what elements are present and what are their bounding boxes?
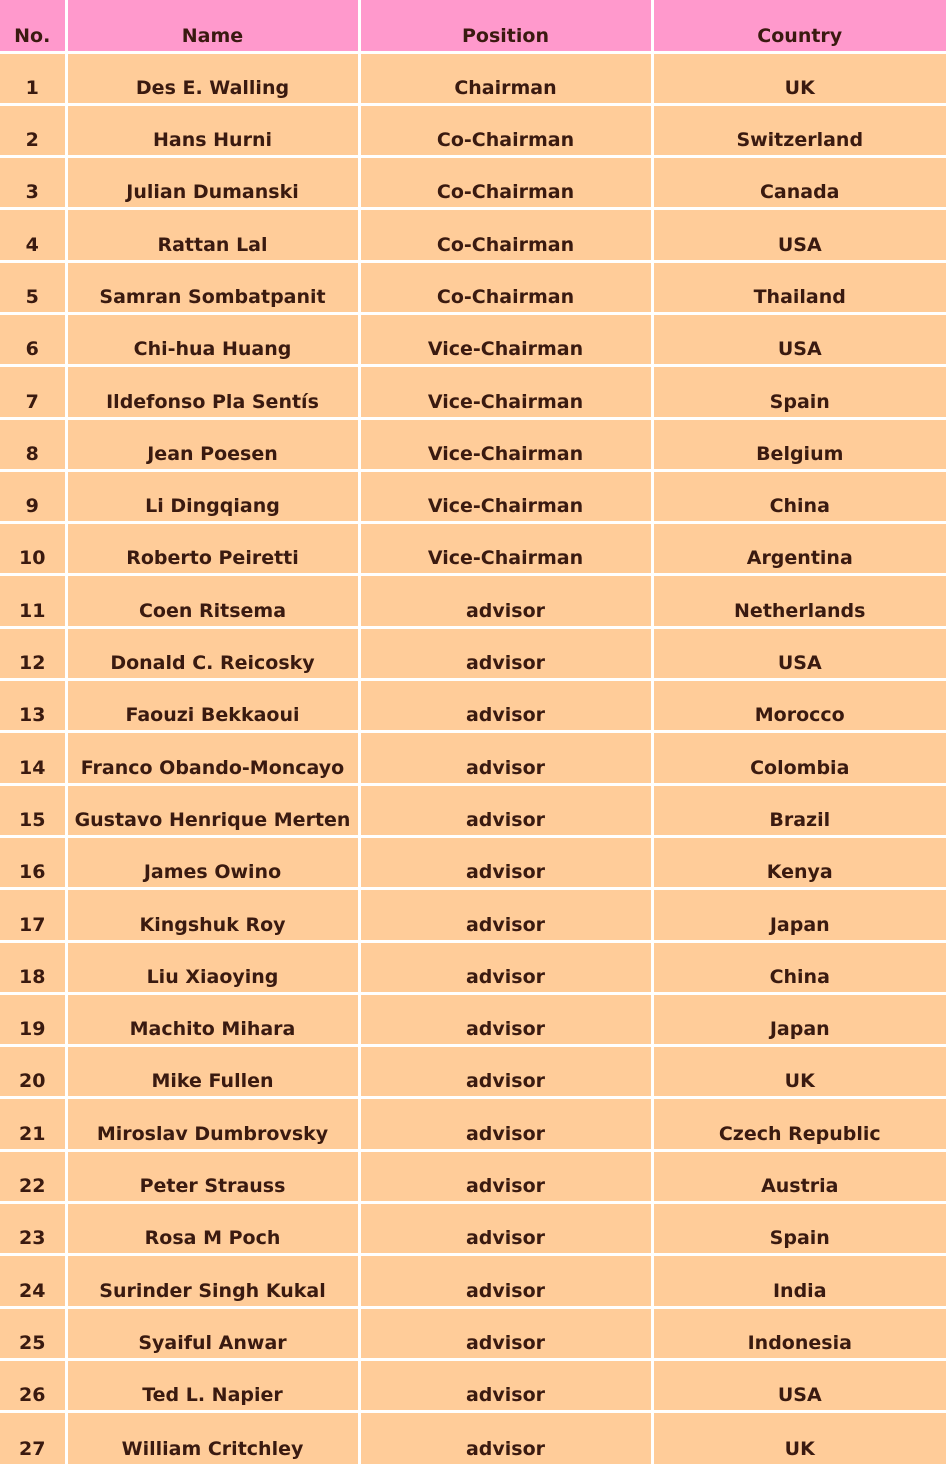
cell-position: Vice-Chairman bbox=[359, 313, 652, 365]
cell-country: Thailand bbox=[652, 261, 946, 313]
cell-name: Ildefonso Pla Sentís bbox=[66, 366, 359, 418]
cell-position: advisor bbox=[359, 836, 652, 888]
cell-position: Co-Chairman bbox=[359, 104, 652, 156]
cell-country: Belgium bbox=[652, 418, 946, 470]
table-row bbox=[0, 993, 946, 1045]
cell-name: Coen Ritsema bbox=[66, 575, 359, 627]
cell-no: 5 bbox=[0, 261, 66, 313]
cell-no: 13 bbox=[0, 680, 66, 732]
cell-position: Vice-Chairman bbox=[359, 523, 652, 575]
cell-name: Ted L. Napier bbox=[66, 1359, 359, 1411]
cell-country: Spain bbox=[652, 1203, 946, 1255]
table-row bbox=[0, 209, 946, 261]
cell-country: Colombia bbox=[652, 732, 946, 784]
cell-no: 27 bbox=[0, 1412, 66, 1464]
cell-country: China bbox=[652, 470, 946, 522]
cell-no: 22 bbox=[0, 1150, 66, 1202]
cell-position: advisor bbox=[359, 889, 652, 941]
table-row bbox=[0, 157, 946, 209]
cell-country: Spain bbox=[652, 366, 946, 418]
table-row bbox=[0, 366, 946, 418]
table-row bbox=[0, 104, 946, 156]
cell-country: Austria bbox=[652, 1150, 946, 1202]
cell-name: Donald C. Reicosky bbox=[66, 627, 359, 679]
table-header bbox=[0, 0, 946, 52]
cell-country: Argentina bbox=[652, 523, 946, 575]
cell-country: USA bbox=[652, 313, 946, 365]
table-row bbox=[0, 418, 946, 470]
table-row bbox=[0, 1203, 946, 1255]
cell-country: USA bbox=[652, 1359, 946, 1411]
cell-position: Vice-Chairman bbox=[359, 470, 652, 522]
table-row bbox=[0, 889, 946, 941]
table-row bbox=[0, 52, 946, 104]
table-row bbox=[0, 836, 946, 888]
cell-country: Switzerland bbox=[652, 104, 946, 156]
cell-name: Faouzi Bekkaoui bbox=[66, 680, 359, 732]
cell-no: 24 bbox=[0, 1255, 66, 1307]
cell-no: 2 bbox=[0, 104, 66, 156]
cell-name: Julian Dumanski bbox=[66, 157, 359, 209]
cell-country: Japan bbox=[652, 993, 946, 1045]
table-row bbox=[0, 680, 946, 732]
cell-position: advisor bbox=[359, 941, 652, 993]
cell-position: advisor bbox=[359, 1046, 652, 1098]
cell-name: James Owino bbox=[66, 836, 359, 888]
table-row bbox=[0, 1307, 946, 1359]
cell-country: UK bbox=[652, 1412, 946, 1464]
cell-no: 1 bbox=[0, 52, 66, 104]
cell-position: advisor bbox=[359, 1255, 652, 1307]
cell-position: advisor bbox=[359, 1150, 652, 1202]
cell-position: advisor bbox=[359, 993, 652, 1045]
cell-no: 7 bbox=[0, 366, 66, 418]
table-row bbox=[0, 732, 946, 784]
cell-country: UK bbox=[652, 52, 946, 104]
cell-no: 9 bbox=[0, 470, 66, 522]
cell-no: 11 bbox=[0, 575, 66, 627]
cell-no: 12 bbox=[0, 627, 66, 679]
cell-position: Vice-Chairman bbox=[359, 366, 652, 418]
cell-no: 23 bbox=[0, 1203, 66, 1255]
cell-position: advisor bbox=[359, 680, 652, 732]
cell-name: Hans Hurni bbox=[66, 104, 359, 156]
cell-no: 16 bbox=[0, 836, 66, 888]
cell-country: Kenya bbox=[652, 836, 946, 888]
cell-no: 14 bbox=[0, 732, 66, 784]
cell-country: Czech Republic bbox=[652, 1098, 946, 1150]
header-position: Position bbox=[359, 0, 652, 52]
cell-country: Japan bbox=[652, 889, 946, 941]
table-row bbox=[0, 1046, 946, 1098]
cell-position: Co-Chairman bbox=[359, 261, 652, 313]
cell-name: Chi-hua Huang bbox=[66, 313, 359, 365]
cell-name: Miroslav Dumbrovsky bbox=[66, 1098, 359, 1150]
table-row bbox=[0, 1098, 946, 1150]
cell-no: 6 bbox=[0, 313, 66, 365]
cell-no: 15 bbox=[0, 784, 66, 836]
cell-name: Samran Sombatpanit bbox=[66, 261, 359, 313]
header-no: No. bbox=[0, 0, 66, 52]
cell-name: Syaiful Anwar bbox=[66, 1307, 359, 1359]
cell-no: 4 bbox=[0, 209, 66, 261]
header-name: Name bbox=[66, 0, 359, 52]
cell-name: Machito Mihara bbox=[66, 993, 359, 1045]
cell-no: 25 bbox=[0, 1307, 66, 1359]
cell-no: 8 bbox=[0, 418, 66, 470]
table-body bbox=[0, 52, 946, 1464]
cell-name: Liu Xiaoying bbox=[66, 941, 359, 993]
cell-name: Rosa M Poch bbox=[66, 1203, 359, 1255]
cell-position: Co-Chairman bbox=[359, 157, 652, 209]
cell-position: advisor bbox=[359, 1412, 652, 1464]
table-row bbox=[0, 1255, 946, 1307]
cell-no: 19 bbox=[0, 993, 66, 1045]
cell-no: 10 bbox=[0, 523, 66, 575]
cell-position: advisor bbox=[359, 1307, 652, 1359]
cell-no: 21 bbox=[0, 1098, 66, 1150]
cell-position: Co-Chairman bbox=[359, 209, 652, 261]
cell-position: advisor bbox=[359, 1203, 652, 1255]
cell-country: Brazil bbox=[652, 784, 946, 836]
cell-name: Surinder Singh Kukal bbox=[66, 1255, 359, 1307]
cell-name: Roberto Peiretti bbox=[66, 523, 359, 575]
cell-position: advisor bbox=[359, 1098, 652, 1150]
cell-name: Gustavo Henrique Merten bbox=[66, 784, 359, 836]
cell-position: Vice-Chairman bbox=[359, 418, 652, 470]
cell-position: advisor bbox=[359, 627, 652, 679]
cell-position: advisor bbox=[359, 575, 652, 627]
table-row bbox=[0, 941, 946, 993]
cell-country: Canada bbox=[652, 157, 946, 209]
table-row bbox=[0, 470, 946, 522]
cell-position: Chairman bbox=[359, 52, 652, 104]
table-row bbox=[0, 784, 946, 836]
cell-name: Jean Poesen bbox=[66, 418, 359, 470]
cell-country: China bbox=[652, 941, 946, 993]
cell-position: advisor bbox=[359, 1359, 652, 1411]
cell-country: Morocco bbox=[652, 680, 946, 732]
cell-name: Peter Strauss bbox=[66, 1150, 359, 1202]
cell-position: advisor bbox=[359, 732, 652, 784]
cell-name: Des E. Walling bbox=[66, 52, 359, 104]
header-row bbox=[0, 0, 946, 52]
table-row bbox=[0, 627, 946, 679]
cell-no: 26 bbox=[0, 1359, 66, 1411]
cell-name: Li Dingqiang bbox=[66, 470, 359, 522]
table-row bbox=[0, 1150, 946, 1202]
cell-no: 18 bbox=[0, 941, 66, 993]
cell-name: Mike Fullen bbox=[66, 1046, 359, 1098]
table-row bbox=[0, 523, 946, 575]
cell-no: 3 bbox=[0, 157, 66, 209]
cell-no: 17 bbox=[0, 889, 66, 941]
cell-position: advisor bbox=[359, 784, 652, 836]
table-row bbox=[0, 1359, 946, 1411]
cell-name: Franco Obando-Moncayo bbox=[66, 732, 359, 784]
table-row bbox=[0, 575, 946, 627]
table-row bbox=[0, 313, 946, 365]
cell-name: Rattan Lal bbox=[66, 209, 359, 261]
cell-country: Netherlands bbox=[652, 575, 946, 627]
cell-name: William Critchley bbox=[66, 1412, 359, 1464]
cell-country: UK bbox=[652, 1046, 946, 1098]
table-row bbox=[0, 1412, 946, 1464]
table-row bbox=[0, 261, 946, 313]
cell-no: 20 bbox=[0, 1046, 66, 1098]
cell-country: USA bbox=[652, 209, 946, 261]
cell-country: USA bbox=[652, 627, 946, 679]
cell-name: Kingshuk Roy bbox=[66, 889, 359, 941]
cell-country: Indonesia bbox=[652, 1307, 946, 1359]
header-country: Country bbox=[652, 0, 946, 52]
cell-country: India bbox=[652, 1255, 946, 1307]
